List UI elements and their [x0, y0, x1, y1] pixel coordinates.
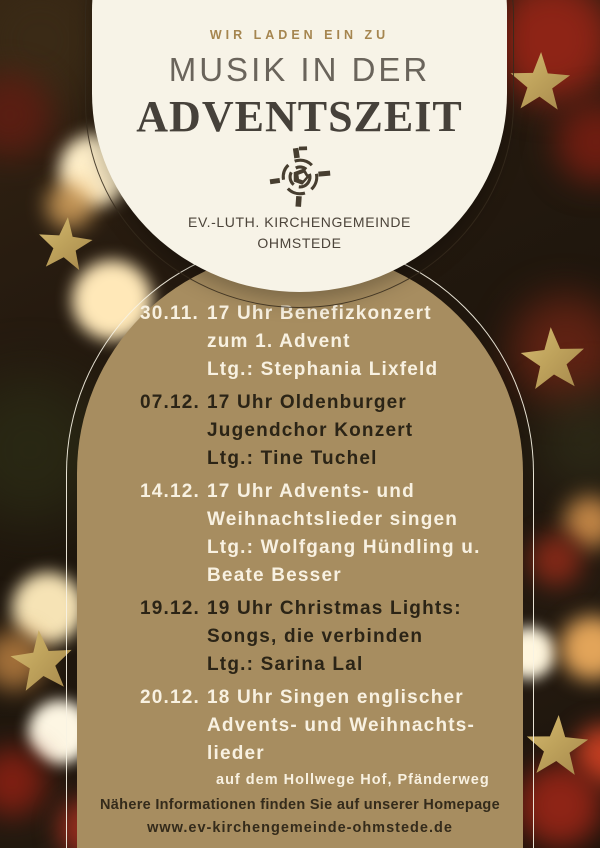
- event-line: Jugendchor Konzert: [207, 420, 414, 441]
- event-date: 14.12.: [140, 481, 201, 502]
- footer: [77, 794, 523, 840]
- title-line-1: MUSIK IN DER: [168, 51, 431, 88]
- event-details: [207, 300, 523, 384]
- event-row: [77, 300, 523, 384]
- event-row: [77, 478, 523, 590]
- organization-name: [92, 212, 507, 254]
- event-line: lieder: [207, 743, 265, 764]
- event-line: zum 1. Advent: [207, 331, 351, 352]
- event-line: 17 Uhr Advents- und: [207, 481, 415, 502]
- event-row: [77, 389, 523, 473]
- org-line-2: OHMSTEDE: [257, 235, 342, 251]
- star-icon: [34, 214, 96, 276]
- event-date: 19.12.: [140, 598, 201, 619]
- event-row: [77, 595, 523, 679]
- bokeh-light: [556, 102, 600, 182]
- bokeh-light: [46, 181, 94, 229]
- kicker-text: WIR LADEN EIN ZU: [209, 28, 390, 42]
- event-date: 07.12.: [140, 392, 201, 413]
- event-line: Weihnachtslieder singen: [207, 509, 459, 530]
- event-line: Ltg.: Sarina Lal: [207, 654, 364, 675]
- org-line-1: EV.-LUTH. KIRCHENGEMEINDE: [188, 214, 411, 230]
- event-line: 17 Uhr Oldenburger: [207, 392, 408, 413]
- bokeh-light: [560, 616, 600, 680]
- bokeh-light: [530, 534, 582, 586]
- event-line: Ltg.: Tine Tuchel: [207, 448, 378, 469]
- event-line: 17 Uhr Benefizkonzert: [207, 303, 432, 324]
- title-line-2: ADVENTSZEIT: [136, 92, 463, 141]
- event-line: 18 Uhr Singen englischer: [207, 687, 464, 708]
- event-details: [207, 595, 523, 679]
- event-date: 20.12.: [140, 687, 201, 708]
- event-line: Songs, die verbinden: [207, 626, 424, 647]
- bokeh-light: [0, 748, 46, 816]
- event-details: [207, 478, 523, 590]
- event-location-note: auf dem Hollwege Hof, Pfänderweg: [216, 772, 490, 788]
- event-line: Beate Besser: [207, 565, 342, 586]
- event-row: [77, 684, 523, 792]
- event-date: 30.11.: [140, 303, 199, 324]
- homepage-url: www.ev-kirchengemeinde-ohmstede.de: [147, 820, 453, 836]
- event-line: Ltg.: Stephania Lixfeld: [207, 359, 439, 380]
- event-details: [207, 684, 523, 792]
- poster-header: [92, 0, 507, 254]
- events-list: [77, 300, 523, 797]
- church-cross-logo-icon: [269, 146, 331, 208]
- footer-info-text: Nähere Informationen finden Sie auf unserer Homepage: [100, 797, 500, 813]
- event-details: [207, 389, 523, 473]
- bokeh-light: [536, 390, 600, 490]
- event-line: Ltg.: Wolfgang Hündling u.: [207, 537, 481, 558]
- event-line: 19 Uhr Christmas Lights:: [207, 598, 462, 619]
- event-line: Advents- und Weihnachts-: [207, 715, 476, 736]
